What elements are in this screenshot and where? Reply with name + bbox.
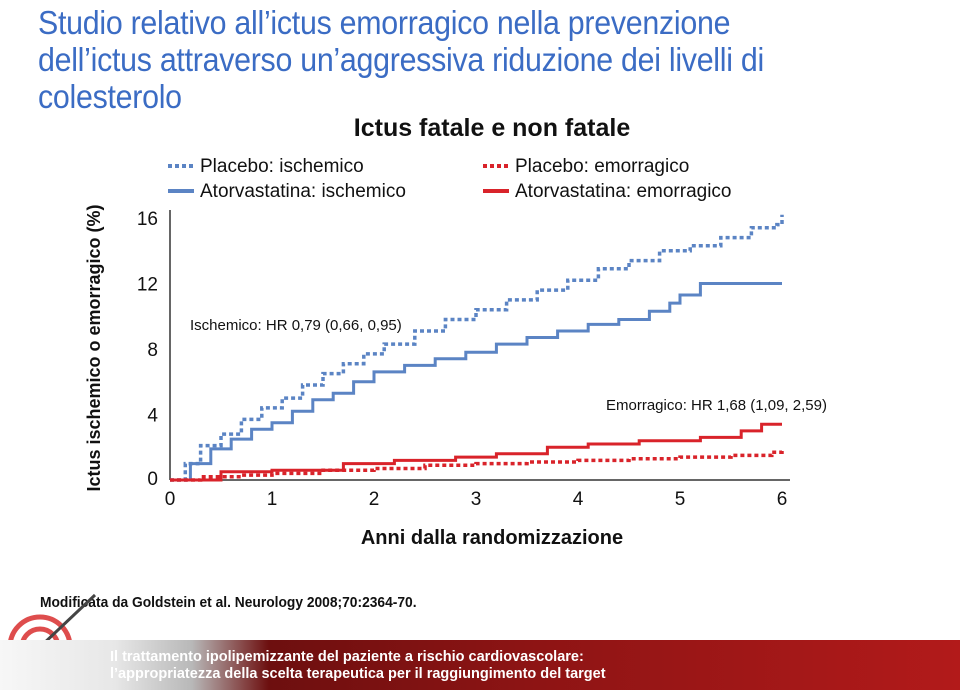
annotation-ischemic-hr: Ischemico: HR 0,79 (0,66, 0,95): [190, 317, 402, 334]
series-lines: [170, 215, 782, 480]
series-line-3: [170, 424, 782, 480]
y-tick-label: 12: [136, 274, 158, 296]
legend-label: Atorvastatina: emorragico: [515, 181, 732, 202]
chart-title: Ictus fatale e non fatale: [353, 114, 631, 142]
series-line-1: [170, 284, 782, 481]
legend: [168, 156, 732, 202]
legend-label: Placebo: ischemico: [200, 156, 364, 177]
y-tick-label: 0: [147, 469, 158, 490]
footer-banner: [0, 640, 960, 690]
y-tick-label: 4: [147, 405, 158, 427]
x-tick-label: 0: [164, 489, 176, 510]
slide-title-line-3: colesterolo: [38, 78, 182, 115]
footer-line-2: l’appropriatezza della scelta terapeutica per il raggiungimento del target: [110, 666, 606, 682]
y-tick-label: 8: [147, 340, 158, 361]
y-axis-label: Ictus ischemico o emorragico (%): [84, 204, 104, 492]
legend-label: Atorvastatina: ischemico: [200, 181, 406, 202]
slide-title-line-1: Studio relativo all’ictus emorragico nella prevenzione: [38, 4, 731, 41]
source-caption: Modificata da Goldstein et al. Neurology 2008;70:2364-70.: [40, 594, 417, 611]
footer-line-1: Il trattamento ipolipemizzante del paziente a rischio cardiovascolare:: [110, 649, 584, 665]
slide-title-line-2: dell’ictus attraverso un’aggressiva riduzione dei livelli di: [38, 41, 764, 78]
x-tick-label: 6: [776, 489, 788, 510]
legend-label: Placebo: emorragico: [515, 156, 690, 177]
series-line-2: [170, 451, 782, 481]
annotation-hemorrhagic-hr: Emorragico: HR 1,68 (1,09, 2,59): [606, 397, 827, 414]
x-tick-label: 4: [572, 489, 584, 510]
y-tick-label: 16: [136, 209, 158, 230]
x-tick-label: 5: [674, 489, 686, 510]
x-tick-label: 1: [266, 489, 278, 510]
x-tick-label: 3: [470, 489, 482, 510]
x-axis-label: Anni dalla randomizzazione: [360, 527, 624, 549]
x-tick-label: 2: [368, 489, 380, 510]
